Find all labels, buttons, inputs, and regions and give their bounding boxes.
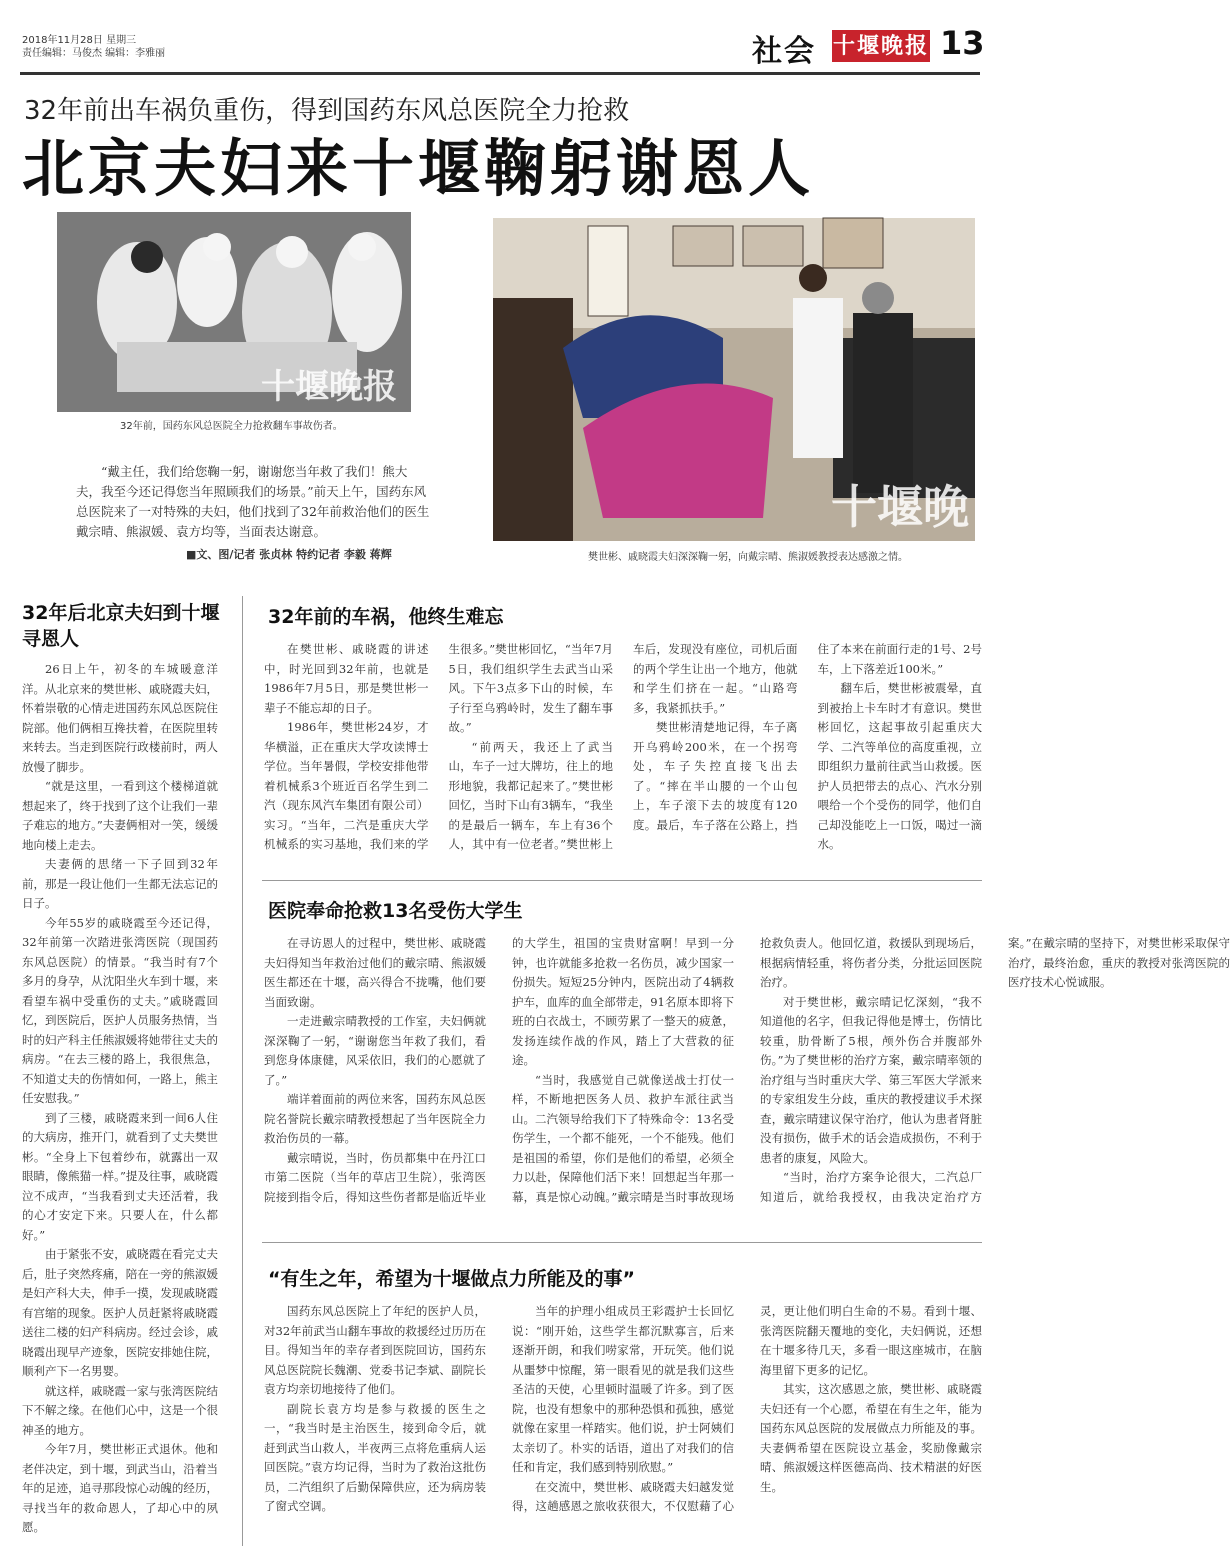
section-4-paragraph: 在交流中，樊世彬、戚晓霞夫妇越发觉得，这趟感恩之旅收获很大，不仅慰藉了心灵，更让他们明白生命的不易。看到十堰、张湾医院翻天覆地的变化，夫妇俩说，还想在十堰多待几天，多看一眼这座城市，在脑海里留下更多的记忆。 bbox=[512, 1304, 982, 1513]
section-1-paragraph: 就这样，戚晓霞一家与张湾医院结下不解之缘。在他们心中，这是一个很神圣的地方。 bbox=[22, 1383, 218, 1437]
section-2-body bbox=[264, 640, 982, 866]
section-3-title: 医院奉命抢救13名受伤大学生 bbox=[268, 900, 523, 922]
section-4-paragraph: 其实，这次感恩之旅，樊世彬、戚晓霞夫妇还有一个心愿，希望在有生之年，能为国药东风总医院的发展做点力所能及的事。夫妻俩希望在医院设立基金，奖励像戴宗晴、熊淑媛这样医德高尚、技术精湛的好医生。 bbox=[760, 1382, 982, 1494]
section-3-body bbox=[264, 934, 1230, 1224]
photo1-watermark: 十堰晚报 bbox=[261, 367, 397, 407]
photo2-watermark: 十堰晚 bbox=[831, 480, 969, 534]
section-1-body bbox=[22, 660, 218, 1546]
page-number: 13 bbox=[940, 24, 985, 62]
section-2-paragraph: “前两天，我还上了武当山，车子一过大牌坊，往上的地形地貌，我都记起来了。”樊世彬回忆，当时下山有3辆车，“我坐的是最后一辆车，车上有36个人，其中有一位老者。”樊世彬上车后，发现没有座位，司机后面的两个学生让出一个地方，他就和学生们挤在一起。“山路弯多，我紧抓扶手。” bbox=[448, 642, 798, 851]
section-divider bbox=[262, 880, 982, 881]
section-divider bbox=[262, 1242, 982, 1243]
section-2-title: 32年前的车祸，他终生难忘 bbox=[268, 606, 504, 628]
section-3-paragraph: “当时，我感觉自己就像送战士打仗一样，不断地把医务人员、救护车派往武当山。二汽领导给我们下了特殊命令：13名受伤学生，一个都不能死，一个不能残。他们是祖国的希望，你们是他们的希望，必须全力以赴，保障他们活下来！回想起当年那一幕，真是惊心动魄。”戴宗晴是当时事故现场抢救负责人。他回忆道，救援队到现场后，根据病情轻重，将伤者分类，分批运回医院治疗。 bbox=[512, 936, 982, 1204]
rescue-photo bbox=[57, 212, 411, 412]
section-1-paragraph: 由于紧张不安，戚晓霞在看完丈夫后，肚子突然疼痛，陪在一旁的熊淑媛是妇产科大夫，伸手一摸，发现戚晓霞有宫缩的现象。医护人员赶紧将戚晓霞送往二楼的妇产科病房。经过会诊，戚晓霞出现早产迹象，医院安排她住院，顺利产下一名男婴。 bbox=[22, 1247, 218, 1378]
section-2-paragraph: 在樊世彬、戚晓霞的讲述中，时光回到32年前，也就是1986年7月5日，那是樊世彬一辈子不能忘却的日子。 bbox=[264, 642, 429, 715]
section-3-paragraph: “当时，治疗方案争论很大，二汽总厂知道后，就给我授权，由我决定治疗方案。”在戴宗晴的坚持下，对樊世彬采取保守治疗，最终治愈，重庆的教授对张湾医院的医疗技术心悦诚服。 bbox=[760, 936, 1230, 1204]
article-lead: “戴主任，我们给您鞠一躬，谢谢您当年救了我们！熊大夫，我至今还记得您当年照顾我们的场景。”前天上午，国药东风总医院来了一对特殊的夫妇，他们找到了32年前救治他们的医生戴宗晴、熊淑媛、袁方均等，当面表达谢意。 bbox=[76, 464, 430, 539]
photo1-caption: 32年前，国药东风总医院全力抢救翻车事故伤者。 bbox=[120, 421, 343, 432]
section-1-paragraph: 26日上午，初冬的车城暖意洋洋。从北京来的樊世彬、戚晓霞夫妇，怀着崇敬的心情走进国药东风总医院住院部。他们俩相互搀扶着，在医院里转来转去。当走到医院行政楼前时，两人放慢了脚步。 bbox=[22, 662, 218, 774]
bowing-photo bbox=[493, 218, 975, 541]
article-headline: 北京夫妇来十堰鞠躬谢恩人 bbox=[22, 132, 815, 205]
section-2-paragraph: 樊世彬清楚地记得，车子离开乌鸦岭200米，在一个拐弯处，车子失控直接飞出去了。“摔在半山腰的一个山包上，车子滚下去的坡度有120度。最后，车子落在公路上，挡住了本来在前面行走的1号、2号车，上下落差近100米。” bbox=[633, 642, 982, 832]
section-1-paragraph: 到了三楼，戚晓霞来到一间6人住的大病房，推开门，就看到了丈夫樊世彬。“全身上下包着纱布，就露出一双眼睛，像熊猫一样。”提及往事，戚晓霞泣不成声，“当我看到丈夫还活着，我的心才安定下来。只要人在，什么都好。” bbox=[22, 1110, 218, 1242]
masthead-rule bbox=[20, 72, 980, 75]
section-4-paragraph: 副院长袁方均是参与救援的医生之一，“我当时是主治医生，接到命令后，就赶到武当山救人，半夜两三点将危重病人运回医院。”袁方均记得，当时为了救治这批伤员，二汽组织了后勤保障供应，还为病房装了窗式空调。 bbox=[264, 1401, 486, 1513]
column-divider bbox=[242, 596, 243, 1546]
editors-line: 责任编辑：马俊杰 编辑：李雅丽 bbox=[22, 48, 166, 59]
section-1-paragraph: “就是这里，一看到这个楼梯道就想起来了，终于找到了这个让我们一辈子难忘的地方。”夫妻俩相对一笑，缓缓地向楼上走去。 bbox=[22, 779, 218, 852]
byline: ■文、图/记者 张贞林 特约记者 李毅 蒋辉 bbox=[186, 548, 392, 561]
section-3-paragraph: 对于樊世彬，戴宗晴记忆深刻，“我不知道他的名字，但我记得他是博士，伤情比较重，肋骨断了5根，颅外伤合并腹部外伤。”为了樊世彬的治疗方案，戴宗晴率领的治疗组与当时重庆大学、第三军医大学派来的专家组发生分歧，重庆的教授建议手术探查，戴宗晴建议保守治疗，他认为患者肾脏没有损伤，做手术的话会造成损伤，不利于患者的康复，风险大。 bbox=[760, 994, 982, 1165]
newspaper-logo: 十堰晚报 bbox=[832, 30, 930, 62]
section-3-paragraph: 在寻访恩人的过程中，樊世彬、戚晓霞夫妇得知当年救治过他们的戴宗晴、熊淑媛医生都还在十堰，高兴得合不拢嘴，他们要当面致谢。 bbox=[264, 936, 486, 1009]
section-3-paragraph: 戴宗晴说，当时，伤员都集中在丹江口市第二医院（当年的草店卫生院），张湾医院接到指令后，得知这些伤者都是临近毕业的大学生，祖国的宝贵财富啊！早到一分钟，也许就能多抢救一名伤员，减少国家一份损失。短短25分钟内，医院出动了4辆救护车，血库的血全部带走，91名原本即将下班的白衣战士，不顾劳累了一整天的疲惫，发扬连续作战的作风，踏上了大营救的征途。 bbox=[264, 936, 734, 1204]
section-1-paragraph: 今年7月，樊世彬正式退休。他和老伴决定，到十堰，到武当山，沿着当年的足迹，追寻那段惊心动魄的经历，寻找当年的救命恩人，了却心中的夙愿。 bbox=[22, 1442, 218, 1534]
section-title: 社会 bbox=[752, 34, 816, 69]
section-1-paragraph: 今年55岁的戚晓霞至今还记得，32年前第一次踏进张湾医院（现国药东风总医院）的情景。“我当时有7个多月的身孕，从沈阳坐火车到十堰，来看望车祸中受重伤的丈夫。”戚晓霞回忆，到医院后，医护人员服务热情，当时的妇产科主任熊淑媛将她带往丈夫的病房。“在去三楼的路上，我很焦急，不知道丈夫的伤情如何，一路上，熊主任安慰我。” bbox=[22, 915, 218, 1105]
section-4-body bbox=[264, 1302, 982, 1548]
section-4-paragraph: 国药东风总医院上了年纪的医护人员，对32年前武当山翻车事故的救援经过历历在目。得知当年的幸存者到医院回访，国药东风总医院院长魏潮、党委书记李斌、副院长袁方均亲切地接待了他们。 bbox=[264, 1304, 486, 1396]
section-3-paragraph: 一走进戴宗晴教授的工作室，夫妇俩就深深鞠了一躬，“谢谢您当年救了我们，看到您身体康健，风采依旧，我们的心愿就了了。” bbox=[264, 1014, 486, 1087]
section-3-paragraph: 端详着面前的两位来客，国药东风总医院名誉院长戴宗晴教授想起了当年医院全力救治伤员的一幕。 bbox=[264, 1092, 486, 1145]
section-2-paragraph: 1986年，樊世彬24岁，才华横溢，正在重庆大学攻读博士学位。当年暑假，学校安排他带着机械系3个班近百名学生到二汽（现东风汽车集团有限公司）实习。“当年，二汽是重庆大学机械系的实习基地，我们来的学生很多。”樊世彬回忆，“当年7月5日，我们组织学生去武当山采风。下午3点多下山的时候，车子行至乌鸦岭时，发生了翻车事故。” bbox=[264, 642, 613, 851]
issue-date: 2018年11月28日 星期三 bbox=[22, 35, 137, 46]
issue-meta bbox=[22, 34, 165, 60]
section-4-paragraph: 当年的护理小组成员王彩霞护士长回忆说：“刚开始，这些学生都沉默寡言，后来逐渐开朗，和我们唠家常，开玩笑。他们说从噩梦中惊醒，第一眼看见的就是我们这些圣洁的天使，心里顿时温暖了许多。到了医院，也没有想象中的那种恐惧和孤独，感觉就像在家里一样踏实。他们说，护士阿姨们太亲切了。朴实的话语，道出了对我们的信任和肯定，我们感到特别欣慰。” bbox=[512, 1304, 734, 1474]
section-1-title: 32年后北京夫妇到十堰寻恩人 bbox=[22, 602, 220, 650]
article-kicker: 32年前出车祸负重伤，得到国药东风总医院全力抢救 bbox=[24, 96, 630, 126]
photo2-caption: 樊世彬、戚晓霞夫妇深深鞠一躬，向戴宗晴、熊淑媛教授表达感激之情。 bbox=[588, 552, 908, 563]
section-2-paragraph: 翻车后，樊世彬被震晕，直到被抬上卡车时才有意识。樊世彬回忆，这起事故引起重庆大学、二汽等单位的高度重视，立即组织力量前往武当山救援。医护人员把带去的点心、汽水分别喂给一个个受伤的同学，他们自己却没能吃上一口饭，喝过一滴水。 bbox=[817, 681, 982, 851]
section-1-paragraph: 夫妻俩的思绪一下子回到32年前，那是一段让他们一生都无法忘记的日子。 bbox=[22, 857, 218, 910]
section-4-title: “有生之年，希望为十堰做点力所能及的事” bbox=[268, 1268, 635, 1290]
